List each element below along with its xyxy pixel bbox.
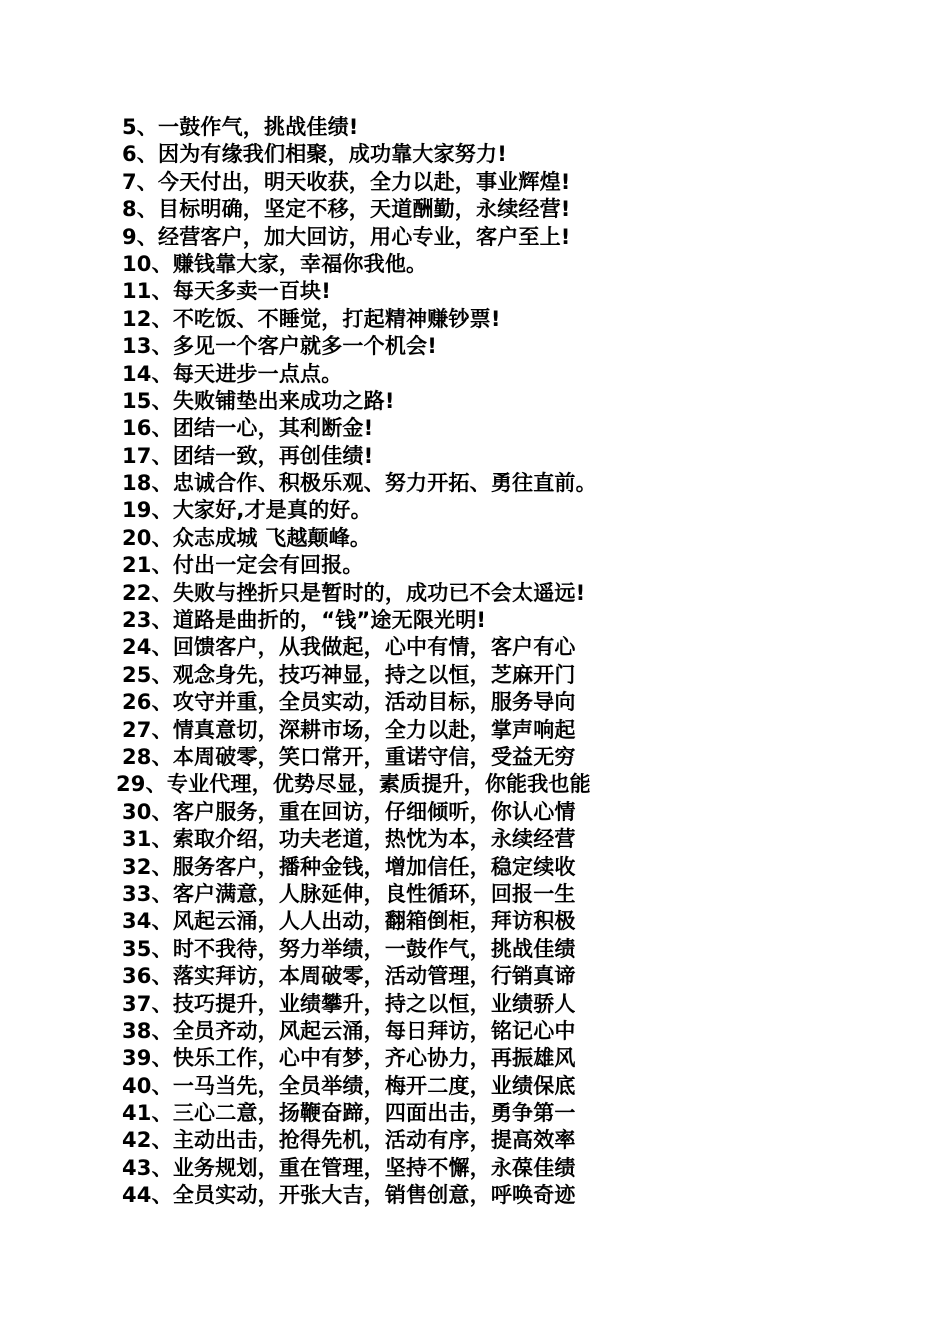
list-item: 9、经营客户，加大回访，用心专业，客户至上! bbox=[122, 224, 571, 249]
list-item: 7、今天付出，明天收获，全力以赴，事业辉煌! bbox=[122, 169, 571, 194]
slogan-list bbox=[116, 114, 597, 1210]
list-item: 22、失败与挫折只是暂时的，成功已不会太遥远! bbox=[122, 580, 586, 605]
list-item: 35、时不我待，努力举绩，一鼓作气，挑战佳绩 bbox=[122, 936, 576, 961]
list-item: 26、攻守并重，全员实动，活动目标，服务导向 bbox=[122, 690, 576, 715]
list-item: 16、团结一心，其利断金! bbox=[122, 416, 374, 441]
list-item: 40、一马当先，全员举绩，梅开二度，业绩保底 bbox=[122, 1073, 576, 1098]
list-item: 39、快乐工作，心中有梦，齐心协力，再振雄风 bbox=[122, 1046, 576, 1071]
list-item: 36、落实拜访，本周破零，活动管理，行销真谛 bbox=[122, 964, 576, 989]
list-item: 19、大家好,才是真的好。 bbox=[122, 498, 372, 523]
list-item: 23、道路是曲折的，“钱”途无限光明! bbox=[122, 608, 487, 633]
list-item: 42、主动出击，抢得先机，活动有序，提高效率 bbox=[122, 1128, 576, 1153]
list-item: 17、团结一致，再创佳绩! bbox=[122, 443, 374, 468]
list-item: 10、赚钱靠大家，幸福你我他。 bbox=[122, 251, 428, 276]
list-item: 32、服务客户，播种金钱，增加信任，稳定续收 bbox=[122, 854, 576, 879]
list-item: 21、付出一定会有回报。 bbox=[122, 553, 364, 578]
list-item: 15、失败铺垫出来成功之路! bbox=[122, 388, 395, 413]
list-item: 18、忠诚合作、积极乐观、努力开拓、勇往直前。 bbox=[122, 471, 597, 496]
list-item: 28、本周破零，笑口常开，重诺守信，受益无穷 bbox=[122, 744, 576, 769]
list-item: 24、回馈客户，从我做起，心中有情，客户有心 bbox=[122, 635, 576, 660]
list-item: 34、风起云涌，人人出动，翻箱倒柜，拜访积极 bbox=[122, 909, 576, 934]
list-item: 29、专业代理，优势尽显，素质提升，你能我也能 bbox=[116, 772, 591, 797]
list-item: 13、多见一个客户就多一个机会! bbox=[122, 334, 437, 359]
list-item: 14、每天进步一点点。 bbox=[122, 361, 343, 386]
list-item: 43、业务规划，重在管理，坚持不懈，永葆佳绩 bbox=[122, 1155, 576, 1180]
list-item: 31、索取介绍，功夫老道，热忱为本，永续经营 bbox=[122, 827, 576, 852]
list-item: 30、客户服务，重在回访，仔细倾听，你认心情 bbox=[122, 799, 576, 824]
list-item: 5、一鼓作气，挑战佳绩! bbox=[122, 115, 359, 139]
list-item: 41、三心二意，扬鞭奋蹄，四面出击，勇争第一 bbox=[122, 1101, 576, 1126]
list-item: 20、众志成城 飞越颠峰。 bbox=[122, 525, 372, 550]
list-item: 25、观念身先，技巧神显，持之以恒，芝麻开门 bbox=[122, 662, 576, 687]
list-item: 12、不吃饭、不睡觉，打起精神赚钞票! bbox=[122, 306, 501, 331]
list-item: 6、因为有缘我们相聚，成功靠大家努力! bbox=[122, 142, 507, 167]
list-item: 33、客户满意，人脉延伸，良性循环，回报一生 bbox=[122, 881, 576, 906]
list-item: 38、全员齐动，风起云涌，每日拜访，铭记心中 bbox=[122, 1018, 576, 1043]
list-item: 8、目标明确，坚定不移，天道酬勤，永续经营! bbox=[122, 197, 571, 222]
list-item: 11、每天多卖一百块! bbox=[122, 279, 332, 304]
list-item: 44、全员实动，开张大吉，销售创意，呼唤奇迹 bbox=[122, 1183, 576, 1208]
list-item: 37、技巧提升，业绩攀升，持之以恒，业绩骄人 bbox=[122, 991, 576, 1016]
list-item: 27、情真意切，深耕市场，全力以赴，掌声响起 bbox=[122, 717, 576, 742]
